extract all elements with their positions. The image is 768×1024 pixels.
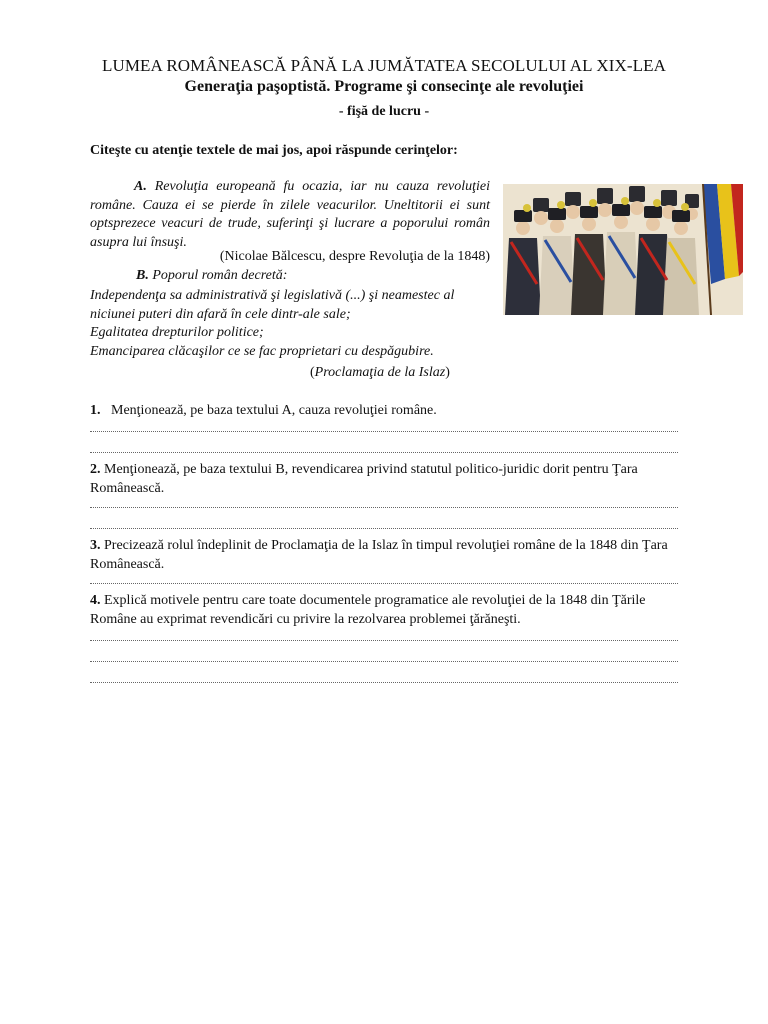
question-number: 1. [90,403,101,418]
question-number: 4. [90,593,101,608]
answer-line[interactable] [90,583,678,584]
question-2 [90,461,680,498]
source-b-attribution-title: Proclamaţia de la Islaz [314,365,446,380]
answer-line[interactable] [90,640,678,641]
source-b-line: niciunei puteri din afară în cele dintr-ale sale; [90,306,351,322]
question-4 [90,592,680,629]
question-text: Explică motivele pentru care toate documentele programatice ale revoluţiei de la 1848 din Ţările Române au exprimat revendicări cu privire la rezolvarea problemei ţărăneşti. [90,593,646,627]
source-b-line: Egalitatea drepturilor politice; [90,325,264,341]
question-number: 3. [90,538,101,553]
question-1 [90,402,680,421]
page-title: LUMEA ROMÂNEASCĂ PÂNĂ LA JUMĂTATEA SECOLULUI AL XIX-LEA [101,56,667,75]
question-3 [90,537,680,574]
answer-line[interactable] [90,661,678,662]
document-kind: - fişă de lucru - [338,104,430,119]
answer-line[interactable] [90,682,678,683]
revolutionaries-image [503,184,743,315]
answer-line[interactable] [90,452,678,453]
answer-line[interactable] [90,431,678,432]
source-a-text [90,178,490,252]
question-text: Menţionează, pe baza textului A, cauza revoluţiei române. [111,403,437,418]
source-b-attribution: (Proclamaţia de la Islaz) [310,365,450,380]
source-a-attribution: (Nicolae Bălcescu, despre Revoluţia de la 1848) [219,249,490,264]
source-b-line: Independenţa sa administrativă şi legislativă (...) şi neamestec al [90,288,455,303]
question-number: 2. [90,462,101,477]
question-text: Menţionează, pe baza textului B, revendicarea privind statutul politico-juridic dorit pentru Ţara Românească. [90,462,638,496]
answer-line[interactable] [90,528,678,529]
page-subtitle: Generaţia paşoptistă. Programe şi consecinţe ale revoluţiei [184,78,584,95]
source-a-label: A. [134,179,147,194]
source-b-label: B. [136,268,149,283]
revolutionaries-illustration [503,184,743,315]
source-b-intro-line [136,268,287,284]
source-b-line: Emanciparea clăcaşilor ce se fac proprietari cu despăgubire. [90,343,434,359]
source-a-body: Revoluţia europeană fu ocazia, iar nu cauza revoluţiei române. Cauza ei se pierde în zilele veacurilor. Uneltitorii ei sunt optsprezece veacuri de trude, suferinţi şi lucrare a poporului român asupra lui însuşi. [90,179,491,250]
instruction: Citeşte cu atenţie textele de mai jos, apoi răspunde cerinţelor: [90,143,458,158]
source-b-list [90,287,500,361]
answer-line[interactable] [90,507,678,508]
source-b-intro: Poporul român decretă: [152,268,288,283]
question-text: Precizează rolul îndeplinit de Proclamaţia de la Islaz în timpul revoluţiei române de la 1848 din Ţara Românească. [90,538,668,572]
